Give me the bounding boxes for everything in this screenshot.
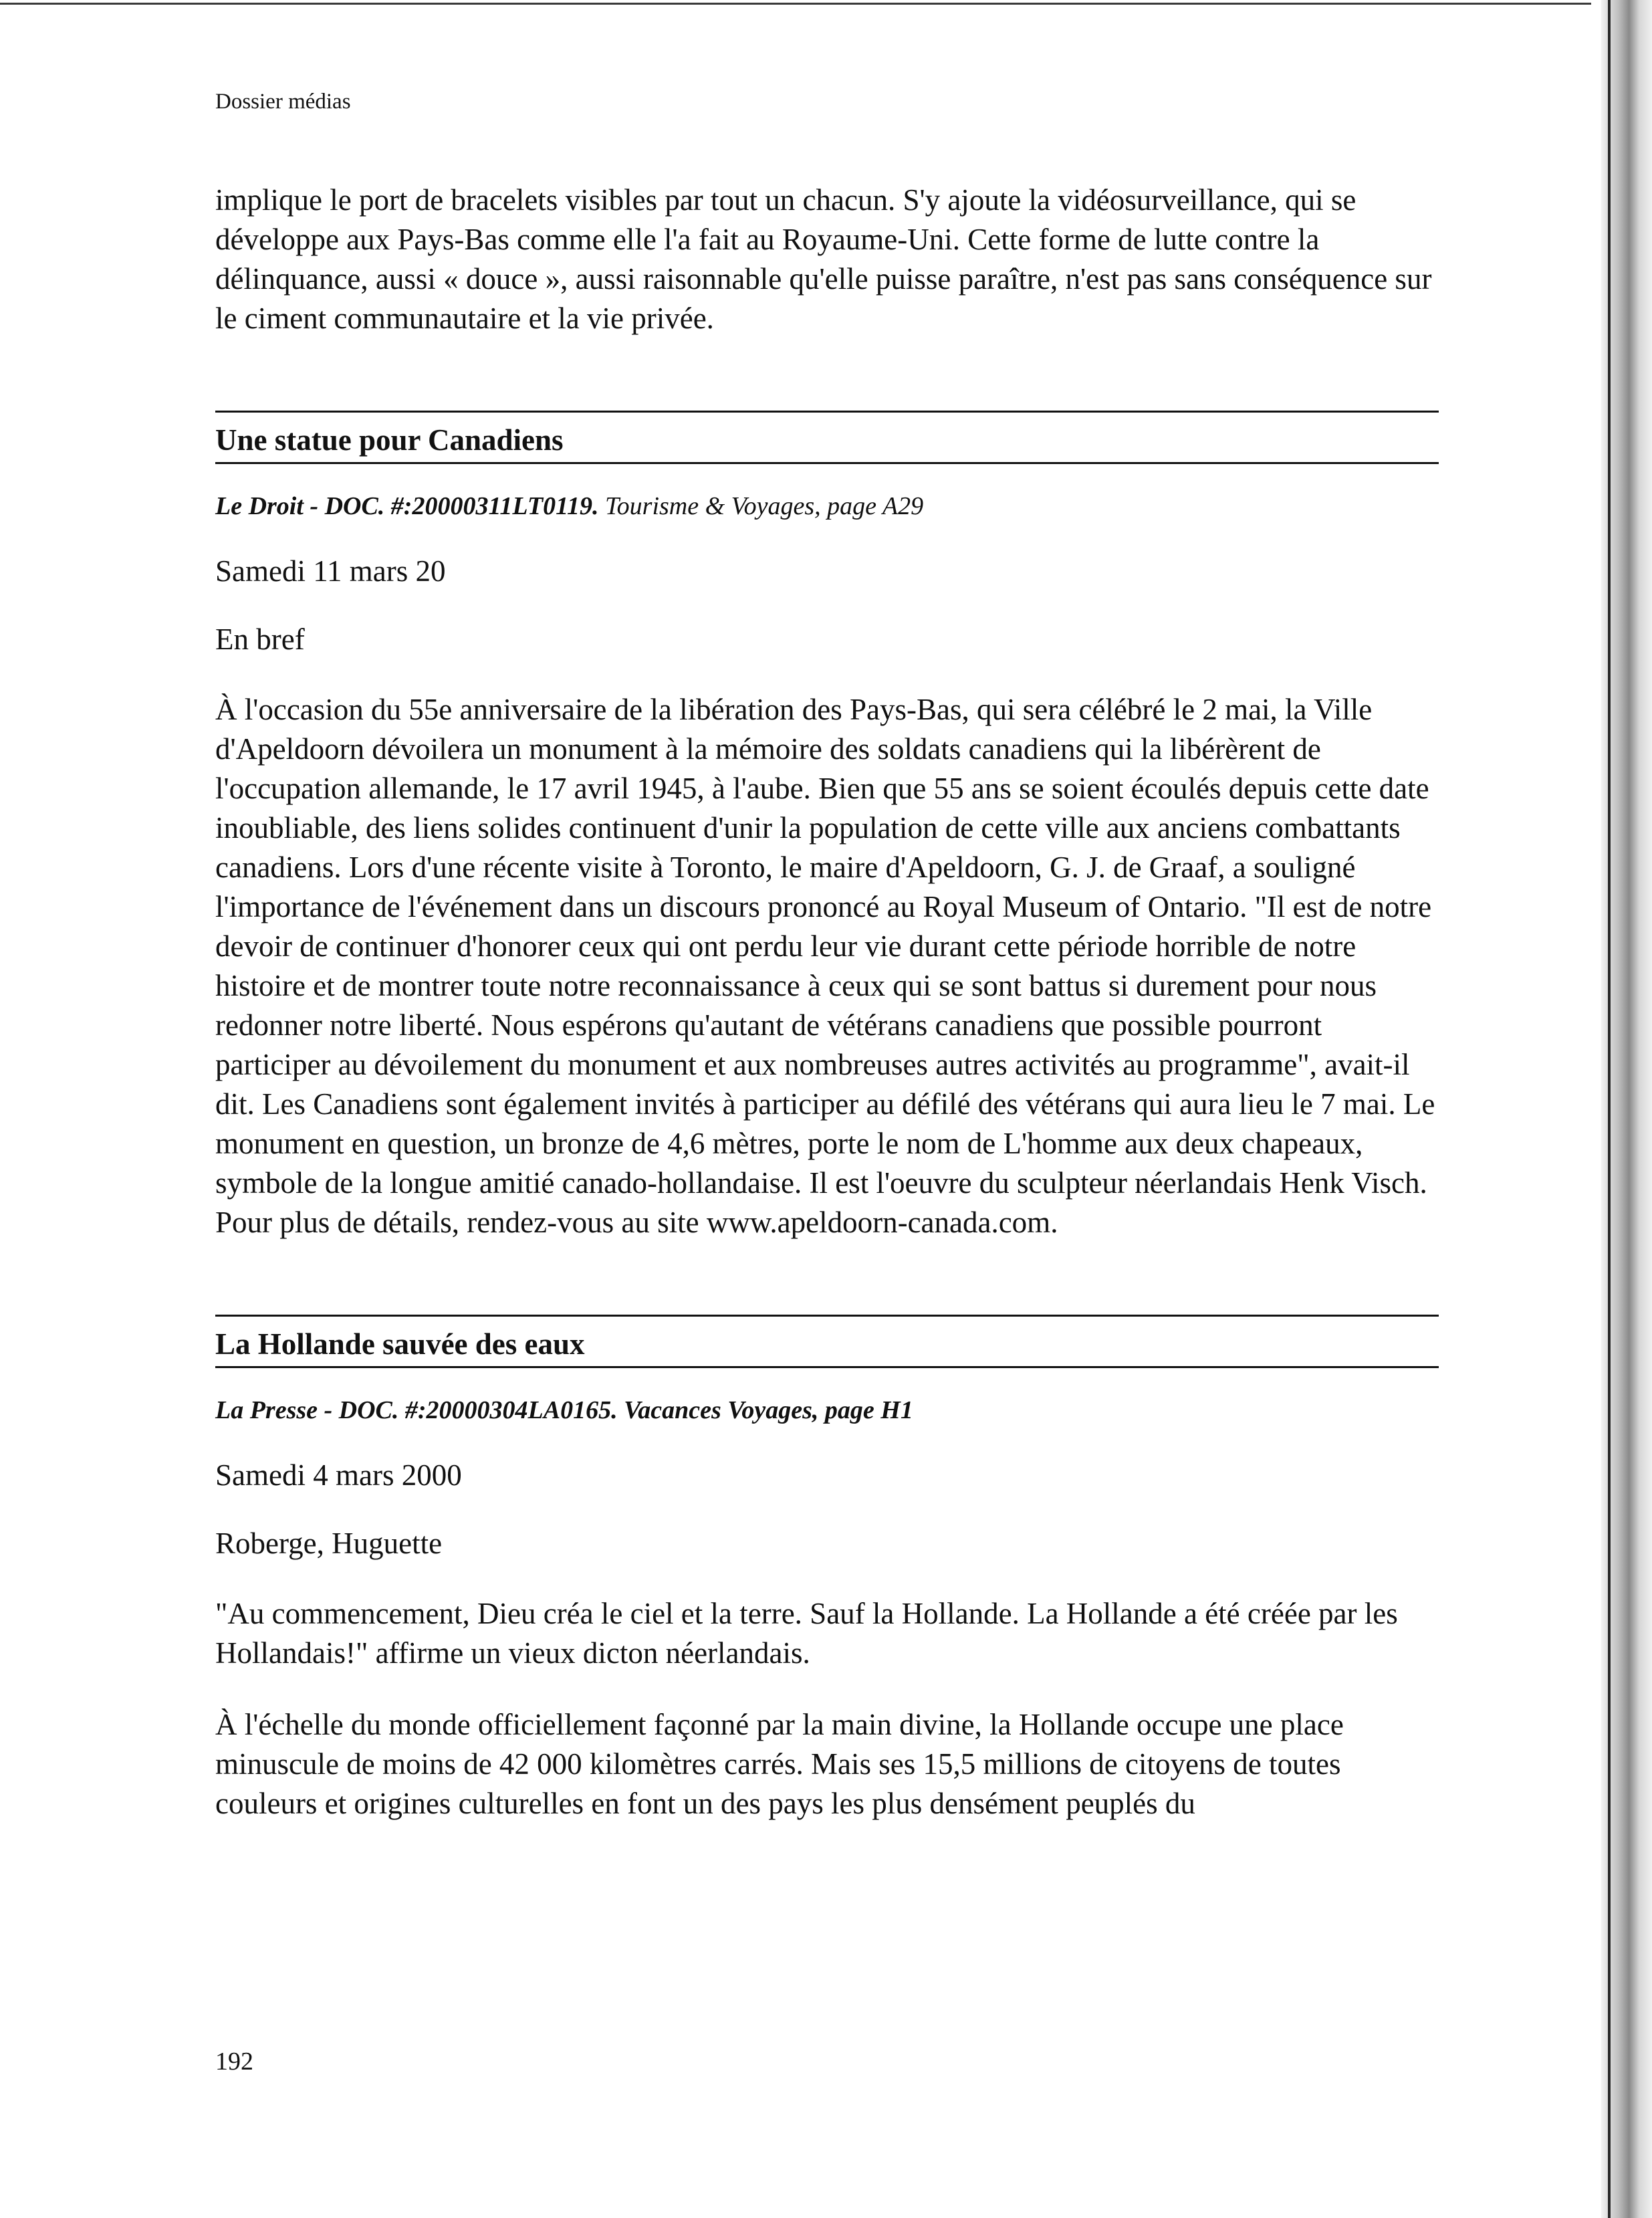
article-paragraph: À l'échelle du monde officiellement façonné par la main divine, la Hollande occupe une place minuscule de moins de 42 000 kilomètres carrés. Mais ses 15,5 millions de citoyens de toutes couleurs et origines culturelles en font un des pays les plus densément peuplés du (215, 1708, 1344, 1820)
article-statue (215, 411, 1439, 1242)
article-date: Samedi 11 mars 20 (215, 554, 446, 588)
article-source (215, 491, 1439, 522)
article-hollande (215, 1315, 1439, 1823)
source-reference: Le Droit - DOC. #:20000311LT0119. (215, 492, 599, 520)
page-number: 192 (215, 2047, 253, 2076)
scanned-page-edge-line (1608, 0, 1611, 2218)
source-section: Tourisme & Voyages, page A29 (605, 492, 924, 520)
running-header: Dossier médias (215, 90, 351, 114)
article-title: Une statue pour Canadiens (215, 411, 1439, 464)
top-scan-rule (0, 3, 1591, 5)
article-kicker: En bref (215, 623, 305, 656)
article-title: La Hollande sauvée des eaux (215, 1315, 1439, 1368)
article-author: Roberge, Huguette (215, 1527, 443, 1560)
page-content (215, 181, 1439, 1823)
article-paragraph: "Au commencement, Dieu créa le ciel et la terre. Sauf la Hollande. La Hollande a été créée par les Hollandais!" affirme un vieux dicton néerlandais. (215, 1597, 1398, 1670)
article-source: La Presse - DOC. #:20000304LA0165. Vacances Voyages, page H1 (215, 1396, 913, 1424)
intro-paragraph: implique le port de bracelets visibles par tout un chacun. S'y ajoute la vidéosurveillance, qui se développe aux Pays-Bas comme elle l'a fait au Royaume-Uni. Cette forme de lutte contre la délinquance, aussi « douce », aussi raisonnable qu'elle puisse paraître, n'est pas sans conséquence sur le ciment communautaire et la vie privée. (215, 183, 1432, 335)
article-date: Samedi 4 mars 2000 (215, 1458, 462, 1492)
article-paragraph: À l'occasion du 55e anniversaire de la libération des Pays-Bas, qui sera célébré le 2 mai, la Ville d'Apeldoorn dévoilera un monument à la mémoire des soldats canadiens qui la libérèrent de l'occupation allemande, le 17 avril 1945, à l'aube. Bien que 55 ans se soient écoulés depuis cette date inoubliable, des liens solides continuent d'unir la population de cette ville aux anciens combattants canadiens. Lors d'une récente visite à Toronto, le maire d'Apeldoorn, G. J. de Graaf, a souligné l'importance de l'événement dans un discours prononcé au Royal Museum of Ontario. "Il est de notre devoir de continuer d'honorer ceux qui ont perdu leur vie durant cette période horrible de notre histoire et de montrer toute notre reconnaissance à ceux qui se sont battus si durement pour nous redonner notre liberté. Nous espérons qu'autant de vétérans canadiens que possible pourront participer au dévoilement du monument et aux nombreuses autres activités au programme", avait-il dit. Les Canadiens sont également invités à participer au défilé des vétérans qui aura lieu le 7 mai. Le monument en question, un bronze de 4,6 mètres, porte le nom de L'homme aux deux chapeaux, symbole de la longue amitié canado-hollandaise. Il est l'oeuvre du sculpteur néerlandais Henk Visch. Pour plus de détails, rendez-vous au site www.apeldoorn-canada.com. (215, 693, 1435, 1239)
